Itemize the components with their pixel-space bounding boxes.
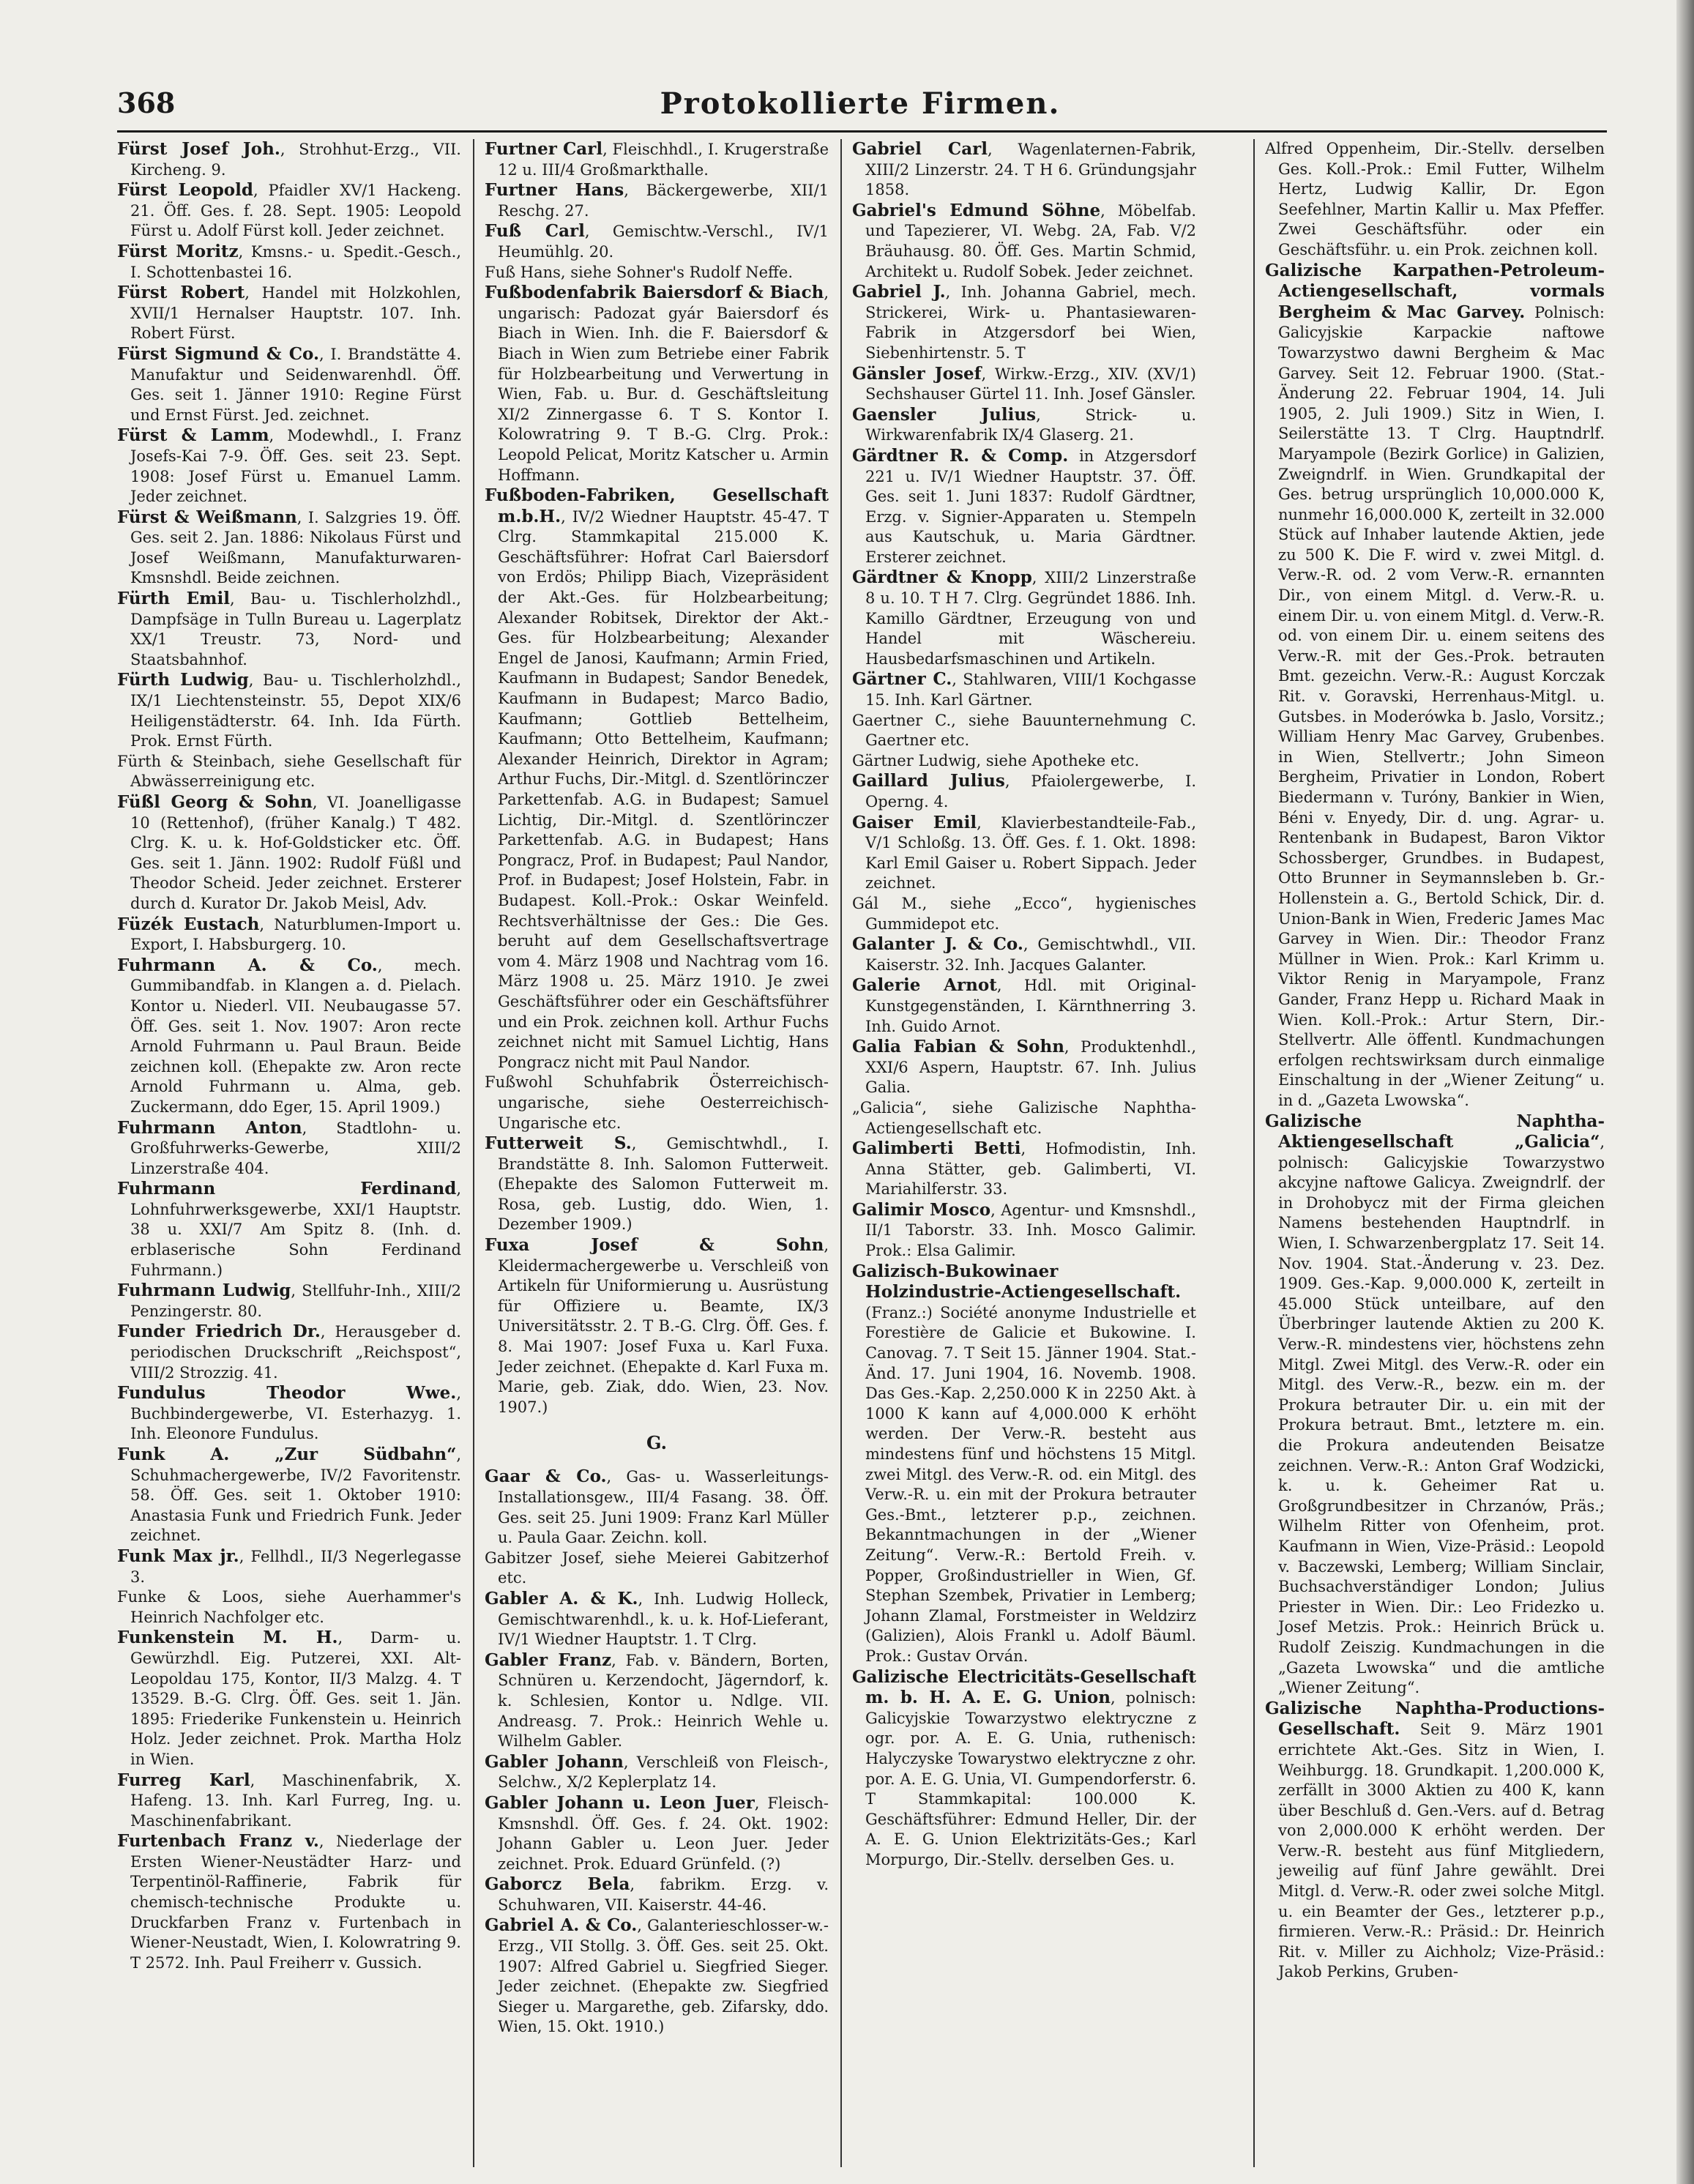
- firm-name: Gabler Franz: [485, 1650, 612, 1670]
- firm-name: Fürst Robert: [117, 283, 245, 303]
- entry-details: , I. Salzgries 19. Öff. Ges. seit 2. Jan. 1886: Nikolaus Fürst und Josef Weißmann, Manufakturwaren-Kmsnshdl. Beide zeichnen.: [130, 508, 461, 587]
- entry-details: , Stahlwaren, VIII/1 Kochgasse 15. Inh. Karl Gärtner.: [865, 671, 1196, 709]
- page-header: [117, 86, 1603, 130]
- directory-entry: [852, 1098, 1196, 1138]
- firm-name: Galizisch-Bukowinaer Holzindustrie-Actiengesellschaft.: [852, 1261, 1182, 1302]
- directory-entry: [117, 1587, 461, 1628]
- entry-details: , Naturblumen-Import u. Export, I. Habsburgerg. 10.: [130, 915, 461, 954]
- directory-entry: [852, 282, 1196, 363]
- firm-name: Funk Max jr.: [117, 1546, 239, 1566]
- entry-details: Alfred Oppenheim, Dir.-Stellv. derselben Ges. Koll.-Prok.: Emil Futter, Wilhelm Hertz, Ludwig Kallir, Dr. Egon Seefehlner, Martin Kallir u. Max Pfeffer. Zwei Geschäftsführ. oder ein Geschäftsführ. u. ein Prok. zeichnen koll.: [1265, 140, 1605, 258]
- directory-entry: [852, 975, 1196, 1037]
- entry-details: , Darm- u. Gewürzhdl. Eig. Putzerei, XXI. Alt-Leopoldau 175, Kontor, II/3 Malzg. 4. T 13529. B.-G. Clrg. Öff. Ges. seit 1. Jän. 1895: Friederike Funkenstein u. Heinrich Holz. Jeder zeichnet. Prok. Martha Holz in Wien.: [130, 1629, 461, 1768]
- directory-entry: [852, 405, 1196, 446]
- directory-entry: [117, 914, 461, 955]
- entry-details: , Fab. v. Bändern, Borten, Schnüren u. Kerzendocht, Jägerndorf, k. k. Schlesien, Kontor u. Ndlge. VII. Andreasg. 7. Prok.: Heinrich Wehle u. Wilhelm Gabler.: [498, 1651, 829, 1751]
- directory-entry: [852, 751, 1196, 772]
- entry-details: , Stellfuhr-Inh., XIII/2 Penzingerstr. 80.: [130, 1282, 461, 1320]
- directory-entry: [852, 934, 1196, 975]
- firm-name: Gabriel A. & Co.: [485, 1915, 638, 1936]
- firm-name: Fürst Leopold: [117, 180, 253, 201]
- directory-entry: [485, 263, 829, 283]
- directory-entry: [485, 1874, 829, 1915]
- directory-entry: [485, 1915, 829, 2038]
- firm-name: Galizische Naphtha-Productions-Gesellschaft.: [1265, 1698, 1605, 1740]
- firm-name: Gabler Johann u. Leon Juer: [485, 1792, 755, 1813]
- entry-details: , Wagenlaternen-Fabrik, XIII/2 Linzerstr. 24. T H 6. Gründungsjahr 1858.: [865, 141, 1196, 199]
- firm-name: Gabriel J.: [852, 282, 946, 302]
- directory-entry: [1265, 1699, 1605, 1983]
- directory-entry: [117, 1322, 461, 1383]
- entry-details: , I. Brandstätte 4. Manufaktur und Seidenwarenhdl. Öff. Ges. seit 1. Jänner 1910: Regine Fürst und Ernst Fürst. Jed. zeichnet.: [130, 345, 461, 424]
- firm-name: Gabler Johann: [485, 1751, 624, 1772]
- page-number: 368: [117, 86, 176, 119]
- firm-name: Fuhrmann A. & Co.: [117, 955, 378, 975]
- directory-entry: [1265, 1111, 1605, 1699]
- entry-details: , polnisch: Galicyjskie Towarzystwo elektryczne z ogr. por. A. E. G. Unia, ruthenisch: Halyczyske Towarystwo elektryczne z ohr. por. A. E. G. Unia, VI. Gumpendorferstr. 6. T Stammkapital: 100.000 K. Geschäftsführer: Edmund Heller, Dir. der A. E. G. Union Elektrizitäts-Ges.; Karl Morpurgo, Dir.-Stellv. derselben Ges. u.: [865, 1689, 1196, 1868]
- firm-name: Galizische Naphtha-Aktiengesellschaft „Galicia“: [1265, 1111, 1605, 1152]
- firm-name: Galizische Karpathen-Petroleum-Actiengesellschaft, vormals Bergheim & Mac Garvey.: [1265, 260, 1605, 322]
- entry-details: , Pfaiolergewerbe, I. Operng. 4.: [865, 772, 1196, 810]
- firm-name: Gärdtner & Knopp: [852, 567, 1032, 588]
- firm-name: Fuß Carl: [485, 221, 585, 242]
- column-divider-2: [840, 139, 842, 2167]
- entry-details: , Lohnfuhrwerksgewerbe, XXI/1 Hauptstr. 38 u. XXI/7 Am Spitz 8. (Inh. d. erblaserische Sohn Ferdinand Fuhrmann.): [130, 1180, 461, 1279]
- entry-details: , Bau- u. Tischlerholzhdl., IX/1 Liechtensteinstr. 55, Depot XIX/6 Heiligenstädterstr. 64. Inh. Ida Fürth. Prok. Ernst Fürth.: [130, 671, 461, 750]
- directory-entry: [485, 1793, 829, 1874]
- firm-name: Gaensler Julius: [852, 404, 1037, 425]
- directory-entry: [852, 1667, 1196, 1871]
- entry-details: Fußwohl Schuhfabrik Österreichisch-ungarische, siehe Oesterreichisch-Ungarische etc.: [485, 1073, 829, 1132]
- directory-entry: [852, 1261, 1196, 1667]
- entry-details: , Inh. Johanna Gabriel, mech. Strickerei, Wirk- u. Phantasiewaren-Fabrik in Atzgersdorf bei Wien, Siebenhirtenstr. 5. T: [865, 283, 1196, 362]
- directory-entry: [485, 1466, 829, 1548]
- entry-details: , ungarisch: Padozat gyár Baiersdorf és Biach in Wien. Inh. die F. Baiersdorf & Biach in Wien zum Betriebe einer Fabrik für Holzbearbeitung und Verwertung in Wien, Fab. u. Bur. d. Geschäftsleitung XI/2 Zinnergasse 6. T S. Kontor I. Kolowratring 9. T B.-G. Clrg. Prok.: Leopold Pelicat, Moritz Katscher u. Armin Hoffmann.: [498, 284, 829, 484]
- firm-name: Fuhrmann Ludwig: [117, 1281, 291, 1301]
- firm-name: Galimberti Betti: [852, 1138, 1021, 1159]
- directory-entry: [117, 425, 461, 507]
- firm-name: Fuhrmann Anton: [117, 1117, 302, 1138]
- directory-entry: [117, 792, 461, 914]
- entry-details: Fürth & Steinbach, siehe Gesellschaft für Abwässerreinigung etc.: [117, 752, 461, 791]
- directory-entry: [117, 507, 461, 589]
- directory-entry: [1265, 139, 1605, 261]
- entry-details: , Modewhdl., I. Franz Josefs-Kai 7-9. Öff. Ges. seit 23. Sept. 1908: Josef Fürst u. Emanuel Lamm. Jeder zeichnet.: [130, 427, 461, 506]
- entry-details: , Bau- u. Tischlerholzhdl., Dampfsäge in Tulln Bureau u. Lagerplatz XX/1 Treustr. 73, Nord- und Staatsbahnhof.: [130, 590, 461, 668]
- firm-name: Fürst Josef Joh.: [117, 139, 280, 159]
- entry-details: , Strohhut-Erzg., VII. Kircheng. 9.: [130, 141, 461, 179]
- firm-name: Gaillard Julius: [852, 771, 1005, 791]
- directory-entry: [117, 283, 461, 344]
- firm-name: Futterweit S.: [485, 1133, 632, 1154]
- entry-details: , Hofmodistin, Inh. Anna Stätter, geb. Galimberti, VI. Mariahilferstr. 33.: [865, 1140, 1196, 1199]
- firm-name: Fuhrmann Ferdinand: [117, 1179, 457, 1199]
- directory-entry: [117, 1831, 461, 1973]
- entry-details: , Wirkw.-Erzg., XIV. (XV/1) Sechshauser Gürtel 11. Inh. Josef Gänsler.: [865, 365, 1196, 403]
- directory-entry: [1265, 261, 1605, 1111]
- directory-entry: [485, 221, 829, 262]
- firm-name: Furtner Hans: [485, 180, 624, 201]
- entry-details: , Bäckergewerbe, XII/1 Reschg. 27.: [498, 182, 829, 220]
- firm-name: Galimir Mosco: [852, 1199, 991, 1220]
- entry-details: , Gemischtwhdl., I. Brandstätte 8. Inh. Salomon Futterweit. (Ehepakte des Salomon Futterweit m. Rosa, geb. Lustig, ddo. Wien, 1. Dezember 1909.): [498, 1135, 829, 1234]
- firm-name: Fuxa Josef & Sohn: [485, 1235, 824, 1256]
- directory-entry: [852, 139, 1196, 201]
- entry-details: Gabitzer Josef, siehe Meierei Gabitzerhof etc.: [485, 1548, 829, 1587]
- entry-details: , Buchbindergewerbe, VI. Esterhazyg. 1. Inh. Eleonore Fundulus.: [130, 1384, 461, 1443]
- directory-entry: [852, 201, 1196, 282]
- directory-entry: [117, 752, 461, 792]
- directory-entry: [117, 1281, 461, 1322]
- page-edge-shadow: [1676, 0, 1694, 2184]
- firm-name: Galerie Arnot: [852, 975, 997, 996]
- column-1: [117, 139, 461, 2167]
- entry-details: , Gemischtwhdl., VII. Kaiserstr. 32. Inh. Jacques Galanter.: [865, 936, 1196, 974]
- firm-name: Fürst Sigmund & Co.: [117, 343, 319, 364]
- firm-name: Fürst & Weißmann: [117, 507, 297, 527]
- section-letter: G.: [646, 1432, 667, 1454]
- directory-entry: [852, 711, 1196, 751]
- entry-details: , VI. Joanelligasse 10 (Rettenhof), (früher Kanalg.) T 482. Clrg. K. u. k. Hof-Goldsticker etc. Öff. Ges. seit 1. Jänn. 1902: Rudolf Füßl und Theodor Scheid. Jeder zeichnet. Ersterer durch d. Kurator Dr. Jakob Meisl, Adv.: [130, 794, 461, 912]
- firm-name: Gabler A. & K.: [485, 1588, 638, 1609]
- directory-entry: [485, 1235, 829, 1417]
- column-3: [852, 139, 1196, 2167]
- column-divider-3: [1253, 139, 1255, 2167]
- entry-details: in Atzgersdorf 221 u. IV/1 Wiedner Hauptstr. 37. Öff. Ges. seit 1. Juni 1837: Rudolf Gärdtner, Erzg. v. Signier-Apparaten u. Stempeln aus Kautschuk, u. Maria Gärdtner. Ersterer zeichnet.: [865, 447, 1196, 566]
- firm-name: Füzék Eustach: [117, 914, 260, 934]
- firm-name: Furtenbach Franz v.: [117, 1831, 319, 1852]
- entry-details: , Produktenhdl., XXI/6 Aspern, Hauptstr. 67. Inh. Julius Galia.: [865, 1038, 1196, 1097]
- entry-details: , Kleidermachergewerbe u. Verschleiß von Artikeln für Uniformierung u. Ausrüstung für Offiziere u. Beamte, IX/3 Universitätsstr. 2. T B.-G. Clrg. Öff. Ges. f. 8. Mai 1907: Josef Fuxa u. Karl Fuxa. Jeder zeichnet. (Ehepakte d. Karl Fuxa m. Marie, geb. Ziak, ddo. Wien, 23. Nov. 1907.): [498, 1237, 829, 1416]
- firm-name: Galanter J. & Co.: [852, 934, 1023, 955]
- entry-details: , Gemischtw.-Verschl., IV/1 Heumühlg. 20.: [498, 223, 829, 261]
- directory-entry: [485, 1589, 829, 1650]
- firm-name: Galia Fabian & Sohn: [852, 1037, 1064, 1057]
- running-title: Protokollierte Firmen.: [660, 86, 1061, 121]
- directory-entry: [117, 589, 461, 670]
- firm-name: Gärdtner R. & Comp.: [852, 445, 1069, 466]
- firm-name: Gabriel's Edmund Söhne: [852, 200, 1101, 220]
- entry-details: , Fellhdl., II/3 Negerlegasse 3.: [130, 1547, 461, 1586]
- firm-name: Furreg Karl: [117, 1770, 250, 1790]
- directory-entry: [485, 180, 829, 221]
- column-2: [485, 139, 829, 2167]
- directory-entry: [117, 1118, 461, 1179]
- entry-details: Seit 9. März 1901 errichtete Akt.-Ges. Sitz in Wien, I. Weihburgg. 18. Grundkapit. 1,200.000 K, zerfällt in 3000 Aktien zu 400 K, kann über Beschluß d. Gen.-Vers. auf d. Betrag von 2,000.000 K erhöht werden. Der Verw.-R. besteht aus fünf Mitgliedern, jeweilig auf fünf Jahre gewählt. Drei Mitgl. d. Verw.-R. oder zwei solche Mitgl. u. ein Beamter der Ges., letzterer p.p., firmieren. Verw.-R.: Präsid.: Dr. Heinrich Rit. v. Miller zu Aichholz; Vize-Präsid.: Jakob Perkins, Gruben-: [1278, 1721, 1605, 1981]
- directory-entry: [485, 1133, 829, 1235]
- directory-entry: [852, 1138, 1196, 1200]
- entry-details: , Pfaidler XV/1 Hackeng. 21. Öff. Ges. f. 28. Sept. 1905: Leopold Fürst u. Adolf Fürst koll. Jeder zeichnet.: [130, 182, 461, 240]
- entry-details: , IV/2 Wiedner Hauptstr. 45-47. T Clrg. Stammkapital 215.000 K. Geschäftsführer: Hofrat Carl Baiersdorf von Erdös; Philipp Biach, Vizepräsident der Akt.-Ges. für Holzbearbeitung; Alexander Robitsek, Direktor der Akt.-Ges. für Holzbearbeitung; Alexander Engel de Janosi, Kaufmann; Armin Fried, Kaufmann in Budapest; Sandor Benedek, Kaufmann in Budapest; Marco Badio, Kaufmann; Gottlieb Bettelheim, Kaufmann; Otto Bettelheim, Kaufmann; Alexander Heinrich, Direktor in Agram; Arthur Fuchs, Dir.-Mitgl. d. Szentlörinczer Parkettenfab. A.G. in Budapest; Samuel Lichtig, Dir.-Mitgl. d. Szentlörinczer Parkettenfab. A.G. in Budapest; Hans Pongracz, Prof. in Budapest; Paul Nandor, Prof. in Budapest; Josef Holstein, Fabr. in Budapest. Koll.-Prok.: Oskar Weinfeld. Rechtsverhältnisse der Ges.: Die Ges. beruht auf dem Gesellschaftsvertrage vom 4. März 1908 und Nachtrag vom 16. März 1908 u. 25. März 1910. Je zwei Geschäftsführer oder ein Geschäftsführer und ein Prok. zeichnen koll. Arthur Fuchs zeichnet nicht mit Samuel Lichtig, Hans Pongracz nicht mit Paul Nandor.: [498, 507, 829, 1071]
- entry-details: „Galicia“, siehe Galizische Naphtha-Actiengesellschaft etc.: [852, 1098, 1196, 1137]
- entry-details: , Inh. Ludwig Holleck, Gemischtwarenhdl., k. u. k. Hof-Lieferant, IV/1 Wiedner Hauptstr. 1. T Clrg.: [498, 1589, 829, 1649]
- entry-details: Gál M., siehe „Ecco“, hygienisches Gummidepot etc.: [852, 894, 1196, 933]
- entry-details: , Strick- u. Wirkwarenfabrik IX/4 Glaserg. 21.: [865, 406, 1196, 444]
- directory-entry: [117, 242, 461, 283]
- directory-entry: [117, 1628, 461, 1770]
- directory-entry: [485, 1650, 829, 1752]
- entry-details: , Gas- u. Wasserleitungs-Installationsgew., III/4 Fasang. 38. Öff. Ges. seit 25. Juni 1909: Franz Karl Müller u. Paula Gaar. Zeichn. koll.: [498, 1468, 829, 1547]
- directory-entry: [117, 139, 461, 180]
- entry-details: , Klavierbestandteile-Fab., V/1 Schloßg. 13. Öff. Ges. f. 1. Okt. 1898: Karl Emil Gaiser u. Robert Sippach. Jeder zeichnet.: [865, 813, 1196, 892]
- directory-entry: [852, 669, 1196, 710]
- directory-entry: [117, 1383, 461, 1445]
- directory-entry: [852, 813, 1196, 894]
- entry-details: , Möbelfab. und Tapezierer, VI. Webg. 2A, Fab. V/2 Bräuhausg. 80. Öff. Ges. Martin Schmid, Architekt u. Rudolf Sobek. Jeder zeichnet.: [865, 201, 1196, 280]
- directory-entry: [485, 1073, 829, 1133]
- firm-name: Gaborcz Bela: [485, 1874, 630, 1895]
- header-rule: [117, 130, 1607, 133]
- entry-details: Polnisch: Galicyjskie Karpackie naftowe Towarzystwo dawni Bergheim & Mac Garvey. Seit 12. Februar 1900. (Stat.-Änderung 22. Februar 1904, 14. Juli 1905, 2. Juli 1909.) Sitz in Wien, I. Seilerstätte 13. T Clrg. Hauptndrlf. Maryampole (Bezirk Gorlice) in Galizien, Zweigndrlf. in Wien. Grundkapital der Ges. betrug ursprünglich 10,000.000 K, nunmehr 16,000.000 K, zerteilt in 32.000 Stück auf Inhaber lautende Aktien, jede zu 500 K. Die F. wird v. zwei Mitgl. d. Verw.-R. od. 2 vom Verw.-R. ernannten Dir., von einem Mitgl. d. Verw.-R. u. einem Dir. u. von einem Mitgl. d. Verw.-R. od. von einem Dir. u. einem seitens des Verw.-R. mit der Ges.-Prok. betrauten Bmt. gezeichn. Verw.-R.: August Korczak Rit. v. Goravski, Herrenhaus-Mitgl. u. Gutsbes. in Moderówka b. Jaslo, Vorsitz.; William Henry Mac Garvey, Grubenbes. in Wien, Stellvertr.; John Simeon Bergheim, Privatier in London, Robert Biedermann v. Turóny, Bankier in Wien, Béni v. Enyedy, Dir. d. ung. Agrar- u. Rentenbank in Budapest, Baron Viktor Schossberger, Grundbes. in Budapest, Otto Brunner in Seymannsleben b. Gr.-Hollenstein a. G., Bertold Schick, Dir. d. Union-Bank in Wien, Frederic James Mac Garvey in Wien. Dir.: Theodor Franz Müllner in Wien. Prok.: Karl Krimm u. Viktor Renig in Maryampole, Franz Gander, Franz Hepp u. Richard Maak in Wien. Koll.-Prok.: Artur Stern, Dir.-Stellvertr. Alle öffentl. Kundmachungen erfolgen rechtswirksam durch einmalige Einschaltung in der „Wiener Zeitung“ u. in d. „Gazeta Lwowska“.: [1278, 303, 1605, 1109]
- entry-details: , Verschleiß von Fleisch-, Selchw., X/2 Keplerplatz 14.: [498, 1753, 829, 1792]
- entry-details: , Galanterieschlosser-w.-Erzg., VII Stollg. 3. Öff. Ges. seit 25. Okt. 1907: Alfred Gabriel u. Siegfried Sieger. Jeder zeichnet. (Ehepakte zw. Siegfried Sieger u. Margarethe, geb. Zifarsky, ddo. Wien, 15. Okt. 1910.): [498, 1917, 829, 2036]
- firm-name: Funder Friedrich Dr.: [117, 1322, 321, 1342]
- entry-details: Funke & Loos, siehe Auerhammer's Heinrich Nachfolger etc.: [117, 1588, 461, 1626]
- directory-entry: [485, 485, 829, 1073]
- entry-details: , Hdl. mit Original-Kunstgegenständen, I. Kärnthnerring 3. Inh. Guido Arnot.: [865, 977, 1196, 1035]
- entry-details: , Niederlage der Ersten Wiener-Neustädter Harz- und Terpentinöl-Raffinerie, Fabrik für chemisch-technische Produkte u. Druckfarben Franz v. Furtenbach in Wiener-Neustadt, Wien, I. Kolowratring 9. T 2572. Inh. Paul Freiherr v. Gussich.: [130, 1833, 461, 1972]
- entry-details: , Stadtlohn- u. Großfuhrwerks-Gewerbe, XIII/2 Linzerstraße 404.: [130, 1119, 461, 1177]
- firm-name: Fußbodenfabrik Baiersdorf & Biach: [485, 283, 824, 303]
- directory-entry: [485, 1752, 829, 1793]
- directory-entry: [852, 364, 1196, 405]
- firm-name: Gaar & Co.: [485, 1466, 607, 1487]
- entry-details: , Kmsns.- u. Spedit.-Gesch., I. Schottenbastei 16.: [130, 242, 461, 281]
- directory-entry: [852, 1200, 1196, 1261]
- firm-name: Fürth Emil: [117, 589, 230, 609]
- firm-name: Gaiser Emil: [852, 812, 977, 832]
- firm-name: Gabriel Carl: [852, 139, 988, 159]
- directory-entry: [117, 1445, 461, 1546]
- column-divider-1: [473, 139, 474, 2167]
- firm-name: Funkenstein M. H.: [117, 1628, 338, 1648]
- entry-details: , Herausgeber d. periodischen Druckschrift „Reichspost“, VIII/2 Strozzig. 41.: [130, 1323, 461, 1382]
- entry-details: Gärtner Ludwig, siehe Apotheke etc.: [852, 751, 1140, 769]
- firm-name: Fürth Ludwig: [117, 670, 249, 690]
- firm-name: Funk A. „Zur Südbahn“: [117, 1445, 457, 1464]
- firm-name: Fußboden-Fabriken, Gesellschaft m.b.H.: [485, 485, 829, 526]
- entry-details: , fabrikm. Erzg. v. Schuhwaren, VII. Kaiserstr. 44-46.: [498, 1876, 829, 1914]
- directory-entry: [852, 771, 1196, 812]
- directory-entry: [852, 446, 1196, 568]
- directory-entry: [852, 567, 1196, 669]
- entry-details: Fuß Hans, siehe Sohner's Rudolf Neffe.: [485, 263, 794, 281]
- directory-entry: [485, 1548, 829, 1589]
- entry-details: , Handel mit Holzkohlen, XVII/1 Hernalser Hauptstr. 107. Inh. Robert Fürst.: [130, 284, 461, 343]
- entry-details: , mech. Gummibandfab. in Klangen a. d. Pielach. Kontor u. Niederl. VII. Neubaugasse 57. Öff. Ges. seit 1. Nov. 1907: Aron recte Arnold Fuhrmann u. Paul Braun. Beide zeichnen koll. (Ehepakte zw. Aron recte Arnold Fuhrmann u. Alma, geb. Zuckermann, ddo Eger, 15. April 1909.): [130, 956, 461, 1116]
- directory-entry: [117, 344, 461, 425]
- entry-details: Gaertner C., siehe Bauunternehmung C. Gaertner etc.: [852, 711, 1196, 750]
- firm-name: Gänsler Josef: [852, 363, 982, 384]
- entry-details: , XIII/2 Linzerstraße 8 u. 10. T H 7. Clrg. Gegründet 1886. Inh. Kamillo Gärdtner, Erzeugung von und Handel mit Wäschereiu. Hausbedarfsmaschinen und Artikeln.: [865, 569, 1196, 668]
- entry-details: , Maschinenfabrik, X. Hafeng. 13. Inh. Karl Furreg, Ing. u. Maschinenfabrikant.: [130, 1771, 461, 1830]
- entry-details: , Fleischhdl., I. Krugerstraße 12 u. III/4 Großmarkthalle.: [498, 141, 829, 179]
- directory-entry: [485, 283, 829, 485]
- directory-entry: [852, 894, 1196, 934]
- directory-entry: [852, 1037, 1196, 1098]
- firm-name: Fürst Moritz: [117, 241, 239, 261]
- entry-details: , polnisch: Galicyjskie Towarzystwo akcyjne naftowe Galicya. Zweigndrlf. der in Drohobycz mit der Firma gleichen Namens bestehenden Hauptndrlf. in Wien, I. Schwarzenbergplatz 17. Seit 14. Nov. 1904. Stat.-Änderung v. 23. Dez. 1909. Ges.-Kap. 9,000.000 K, zerteilt in 45.000 Stück unteilbare, auf den Überbringer lautende Aktien zu 200 K. Verw.-R. mindestens vier, höchstens zehn Mitgl. Zwei Mitgl. des Verw.-R. oder ein Mitgl. des Verw.-R., bezw. ein m. der Prokura betrauter Dir. u. ein mit der Prokura betraut. Bmt., letztere m. ein. die Prokura andeutenden Beisatze zeichnen. Verw.-R.: Anton Graf Wodzicki, k. u. k. Geheimer Rat u. Großgrundbesitzer in Chrzanów, Präs.; Wilhelm Ritter von Ofenheim, prot. Kaufmann in Wien, Vize-Präsid.: Leopold v. Baczewski, Lemberg; William Sinclair, Buchsachverständiger London; Julius Priester in Wien. Dir.: Leo Fridezko u. Josef Metzis. Prok.: Heinrich Brück u. Rudolf Zeiszig. Kundmachungen in die „Gazeta Lwowska“ und die amtliche „Wiener Zeitung“.: [1278, 1133, 1605, 1697]
- firm-name: Füßl Georg & Sohn: [117, 792, 313, 812]
- directory-entry: [117, 180, 461, 242]
- column-4: [1265, 139, 1605, 2167]
- directory-entry: [117, 670, 461, 751]
- entry-details: , Agentur- und Kmsnshdl., II/1 Taborstr. 33. Inh. Mosco Galimir. Prok.: Elsa Galimir.: [865, 1201, 1196, 1260]
- directory-entry: [117, 1546, 461, 1587]
- directory-entry: [117, 1179, 461, 1281]
- firm-name: Fundulus Theodor Wwe.: [117, 1383, 457, 1404]
- directory-entry: [117, 1770, 461, 1832]
- firm-name: Fürst & Lamm: [117, 425, 269, 446]
- entry-details: , Schuhmachergewerbe, IV/2 Favoritenstr. 58. Öff. Ges. seit 1. Oktober 1910: Anastasia Funk und Friedrich Funk. Jeder zeichnet.: [130, 1446, 461, 1545]
- firm-name: Gärtner C.: [852, 669, 952, 690]
- directory-entry: [117, 955, 461, 1118]
- directory-entry: [485, 139, 829, 180]
- firm-name: Furtner Carl: [485, 139, 603, 159]
- entry-details: , Fleisch-Kmsnshdl. Öff. Ges. f. 24. Okt. 1902: Johann Gabler u. Leon Juer. Jeder zeichnet. Prok. Eduard Grünfeld. (?): [498, 1794, 829, 1873]
- entry-details: (Franz.:) Société anonyme Industrielle et Forestière de Galicie et Bukowine. I. Canovag. 7. T Seit 15. Jänner 1904. Stat.-Änd. 17. Juni 1904, 16. Novemb. 1908. Das Ges.-Kap. 2,250.000 K in 2250 Akt. à 1000 K kann auf 4,000.000 K erhöht werden. Der Verw.-R. besteht aus mindestens fünf und höchstens 15 Mitgl. zwei Mitgl. des Verw.-R. od. ein Mitgl. des Verw.-R. u. ein mit der Prokura betrauter Ges.-Bmt., letzterer p.p., zeichnen. Bekanntmachungen in der „Wiener Zeitung“. Verw.-R.: Bertold Freih. v. Popper, Großindustrieller in Wien, Gf. Stephan Szembek, Privatier in Lemberg; Johann Zlamal, Forstmeister in Weldzirz (Galizien), Alois Frankl u. Adolf Bäuml. Prok.: Gustav Orván.: [865, 1303, 1196, 1665]
- firm-name: Galizische Electricitäts-Gesellschaft m. b. H. A. E. G. Union: [852, 1666, 1196, 1708]
